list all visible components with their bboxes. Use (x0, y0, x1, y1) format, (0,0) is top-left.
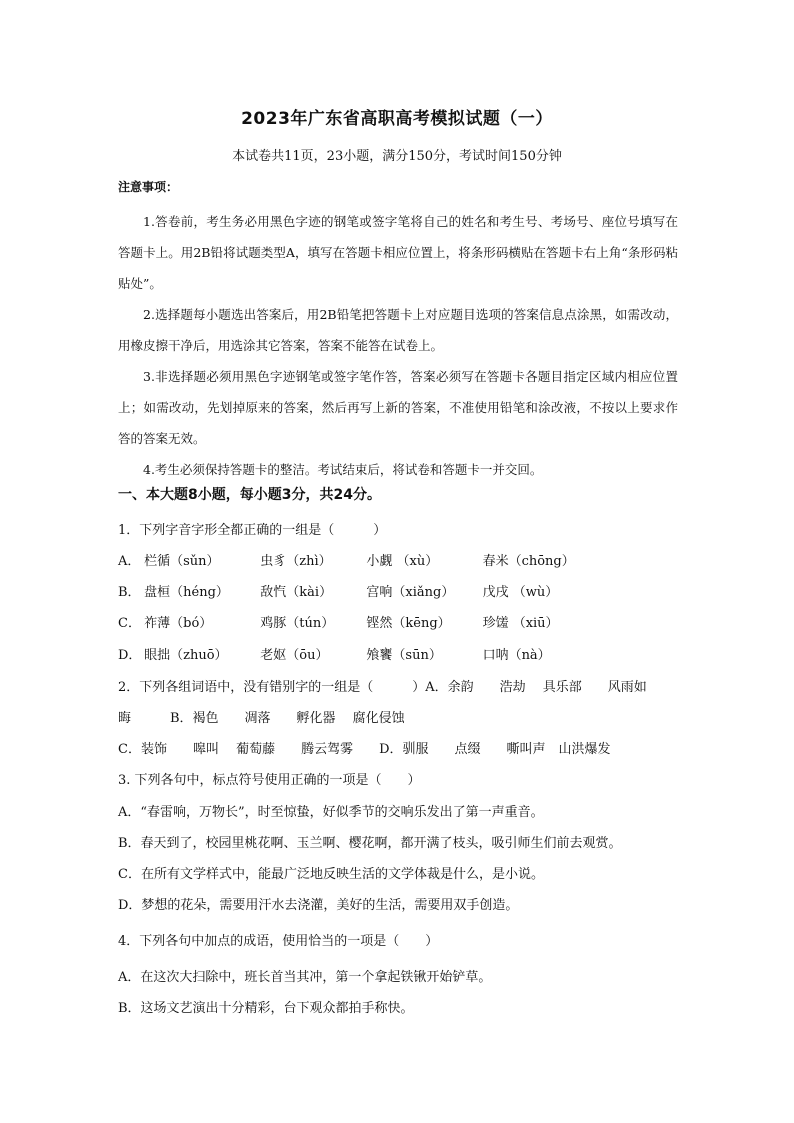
notice-item: 2.选择题每小题选出答案后，用2B铅笔把答题卡上对应题目选项的答案信息点涂黑，如需改动，用橡皮擦干净后，用选涂其它答案，答案不能答在试卷上。 (118, 307, 678, 353)
option-word: 戊戌 （wù） (482, 585, 559, 600)
question-1-option-d (118, 644, 551, 663)
notice-item: 3.非选择题必须用黑色字迹钢笔或签字笔作答，答案必须写在答题卡各题目指定区域内相应位置上；如需改动，先划掉原来的答案，然后再写上新的答案，不准使用铅笔和涂改液，不按以上要求作答的答案无效。 (118, 369, 678, 446)
option-word: 祚薄（bó） (144, 616, 213, 631)
option-word: 铿然（kēng） (366, 616, 451, 631)
option-word: 飧饔（sūn） (366, 648, 442, 663)
question-3-option-a: A．“春雷响，万物长”，时至惊蛰，好似季节的交响乐发出了第一声重音。 (118, 805, 544, 820)
option-word: 鸡豚（tún） (260, 616, 335, 631)
notice-item: 1.答卷前，考生务必用黑色字迹的钢笔或签字笔将自己的姓名和考生号、考场号、座位号填写在答题卡上。用2B铅将试题类型A，填写在答题卡相应位置上，将条形码横贴在答题卡右上角“条形码粘贴处”。 (118, 214, 678, 291)
option-word: 眼拙（zhuō） (144, 648, 228, 663)
option-label: A． (118, 554, 141, 569)
option-word: 珍馐 （xiū） (482, 616, 559, 631)
question-4-stem: 4．下列各句中加点的成语，使用恰当的一项是（ ） (118, 934, 439, 949)
question-4-option-a: A．在这次大扫除中，班长首当其冲，第一个拿起铁锹开始铲草。 (118, 970, 492, 985)
option-word: 宫响（xiǎng） (366, 585, 455, 600)
question-2-line: C．装饰 嗥叫 葡萄藤 腾云驾雾 D．驯服 点缀 嘶叫声 山洪爆发 (118, 742, 611, 757)
section-heading: 一、本大题8小题，每小题3分，共24分。 (118, 487, 381, 503)
option-label: D． (118, 648, 142, 663)
question-1-option-c (118, 612, 559, 631)
question-3-option-d: D．梦想的花朵，需要用汗水去浇灌，美好的生活，需要用双手创造。 (118, 898, 519, 913)
option-word: 栏循（sǔn） (144, 554, 220, 569)
option-word: 老妪（ōu） (260, 648, 329, 663)
option-label: B． (118, 585, 141, 600)
option-word: 敌忾（kài） (260, 585, 333, 600)
question-3-option-c: C．在所有文学样式中，能最广泛地反映生活的文学体裁是什么，是小说。 (118, 867, 544, 882)
notice-heading: 注意事项： (118, 180, 179, 194)
option-word: 小觑 （xù） (366, 554, 439, 569)
option-word: 盘桓（héng） (144, 585, 229, 600)
option-word: 口呐（nà） (482, 648, 551, 663)
notice-list (118, 206, 678, 485)
question-3-option-b: B．春天到了，校园里桃花啊、玉兰啊、樱花啊，都开满了枝头，吸引师生们前去观赏。 (118, 836, 622, 851)
question-1-option-a (118, 550, 575, 569)
question-4-option-b: B．这场文艺演出十分精彩，台下观众都拍手称快。 (118, 1001, 414, 1016)
option-word: 虫豸（zhì） (260, 554, 332, 569)
question-2-line: 2．下列各组词语中，没有错别字的一组是（ ）A．余韵 浩劫 具乐部 风雨如 (118, 680, 647, 695)
option-word: 春米（chōng） (482, 554, 575, 569)
question-1-stem: 1．下列字音字形全都正确的一组是（ ） (118, 523, 387, 538)
exam-info: 本试卷共11页，23小题，满分150分，考试时间150分钟 (232, 149, 562, 164)
question-2-line: 晦 B．褐色 凋落 孵化器 腐化侵蚀 (118, 711, 405, 726)
page-title: 2023年广东省高职高考模拟试题（一） (241, 109, 553, 129)
question-3-stem: 3. 下列各句中，标点符号使用正确的一项是（ ） (118, 773, 421, 788)
question-1-option-b (118, 581, 558, 600)
notice-item: 4.考生必须保持答题卡的整洁。考试结束后，将试卷和答题卡一并交回。 (143, 462, 543, 477)
option-label: C． (118, 616, 141, 631)
